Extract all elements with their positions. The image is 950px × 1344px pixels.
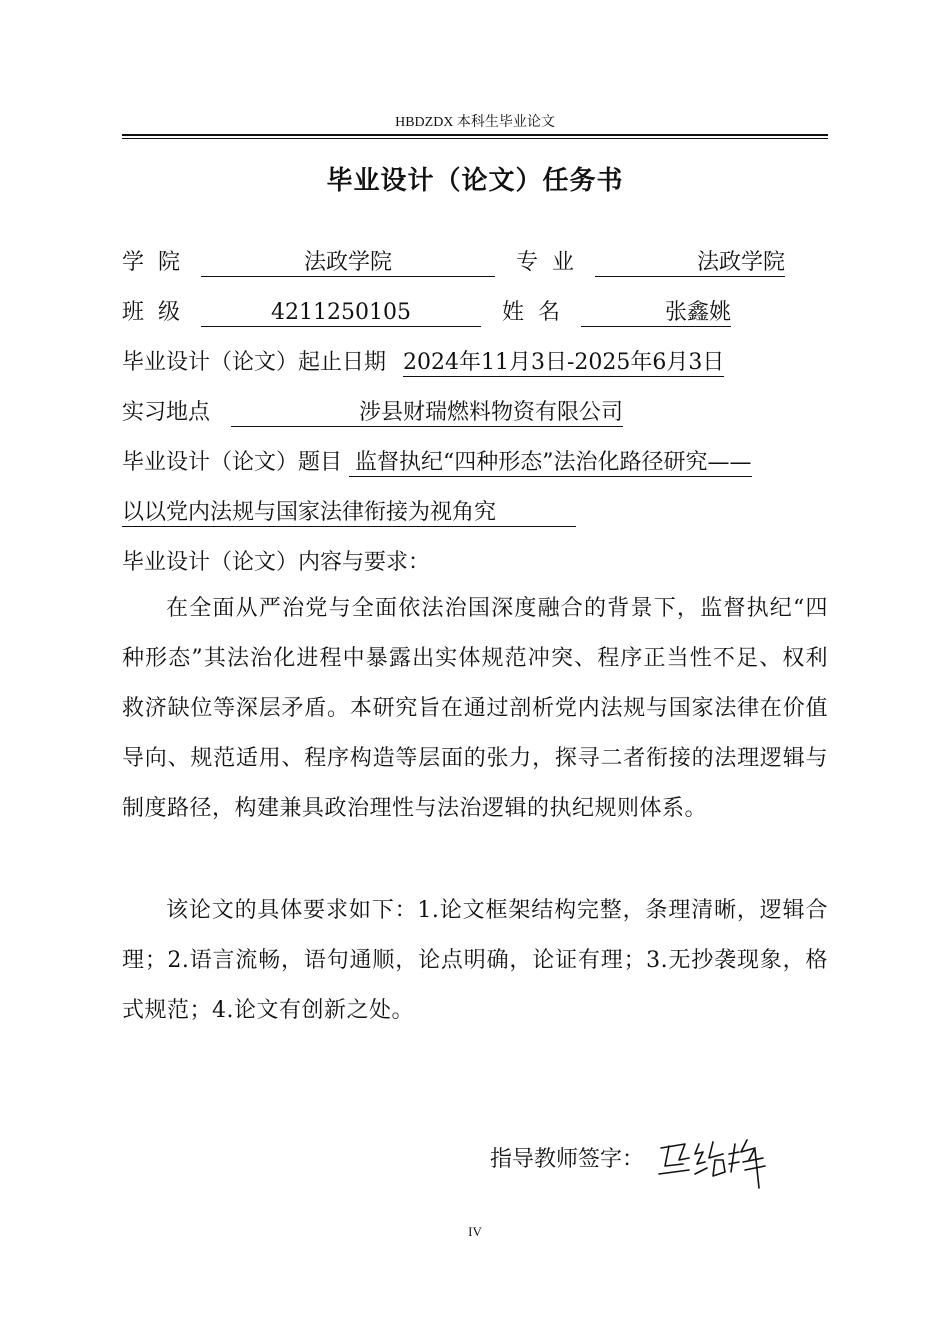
- date-row: [122, 348, 724, 378]
- header-rule: [122, 134, 828, 136]
- header-rule-secondary: [122, 138, 828, 139]
- internship-value: 涉县财瑞燃料物资有限公司: [231, 400, 623, 427]
- college-label: 学院: [122, 250, 195, 275]
- content-label-row: [122, 548, 430, 578]
- handwritten-signature: [655, 1130, 785, 1190]
- content-paragraph-2: 该论文的具体要求如下：1.论文框架结构完整，条理清晰，逻辑合理；2.语言流畅，语句通顺，论点明确，论证有理；3.无抄袭现象，格式规范；4.论文有创新之处。: [122, 898, 828, 1023]
- topic-continuation-row: [122, 498, 576, 528]
- class-label: 班级: [122, 300, 195, 325]
- college-major-row: [122, 248, 785, 278]
- major-label: 专业: [516, 250, 589, 275]
- name-label: 姓名: [502, 300, 575, 325]
- internship-row: [122, 398, 623, 428]
- internship-label: 实习地点: [122, 400, 211, 425]
- topic-row: [122, 448, 752, 478]
- name-value: 张鑫姚: [581, 300, 731, 327]
- content-label: 毕业设计（论文）内容与要求：: [122, 550, 431, 575]
- topic-value-line1: 监督执纪“四种形态”法治化路径研究——: [349, 450, 752, 477]
- topic-value-line2: 以以党内法规与国家法律衔接为视角究: [122, 500, 576, 527]
- date-value: 2024年11月3日-2025年6月3日: [403, 350, 725, 375]
- page-number: IV: [468, 1224, 482, 1239]
- college-value: 法政学院: [201, 250, 495, 277]
- class-value: 4211250105: [201, 300, 481, 327]
- topic-label: 毕业设计（论文）题目: [122, 450, 343, 475]
- class-name-row: [122, 298, 731, 328]
- signature-row: [490, 1130, 785, 1190]
- content-paragraph-1: 在全面从严治党与全面依法治国深度融合的背景下，监督执纪“四种形态”其法治化进程中暴露出实体规范冲突、程序正当性不足、权利救济缺位等深层矛盾。本研究旨在通过剖析党内法规与国家法律在价值导向、规范适用、程序构造等层面的张力，探寻二者衔接的法理逻辑与制度路径，构建兼具政治理性与法治逻辑的执纪规则体系。: [122, 596, 828, 821]
- date-label: 毕业设计（论文）起止日期: [122, 350, 387, 375]
- running-header: HBDZDX 本科生毕业论文: [395, 115, 555, 130]
- major-value: 法政学院: [595, 250, 785, 277]
- document-title: 毕业设计（论文）任务书: [326, 166, 624, 196]
- signature-label: 指导教师签字：: [490, 1147, 645, 1172]
